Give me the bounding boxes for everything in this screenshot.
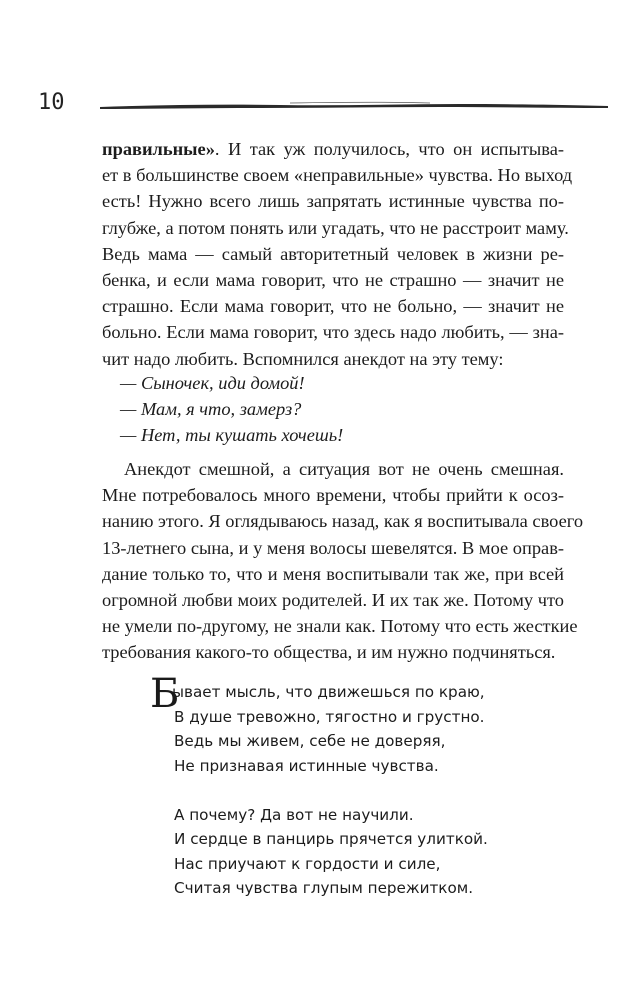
page-header — [38, 90, 608, 116]
poem-line: ывает мысль, что движешься по краю, — [172, 683, 485, 701]
page-number: 10 — [38, 90, 65, 115]
poem-line: В душе тревожно, тягостно и грустно. — [174, 707, 485, 726]
paragraph-2-line-2: Мне потребовалось много времени, чтобы прийти к осоз- — [102, 485, 564, 506]
joke-dialogue — [120, 370, 560, 449]
paragraph-1-line-4: глубже, а потом понять или угадать, что не расстроит маму. — [102, 217, 569, 238]
paragraph-2-line-3: нанию этого. Я оглядываюсь назад, как я воспитывала своего — [102, 511, 584, 532]
paragraph-1-line-2: ет в большинстве своем «неправильные» чувства. Но выход — [102, 165, 573, 186]
paragraph-1-line-8: больно. Если мама говорит, что здесь надо любить, — зна- — [102, 322, 564, 343]
paragraph-1-line-1: правильные». И так уж получилось, что он испытыва- — [102, 139, 564, 159]
paragraph-2-line-8: требования какого-то общества, и им нужно подчиняться. — [102, 642, 556, 663]
poem-line: А почему? Да вот не научили. — [174, 805, 414, 824]
paragraph-2 — [102, 456, 584, 666]
paragraph-1 — [102, 136, 573, 372]
paragraph-1-line-6: бенка, и если мама говорит, что не страшно — значит не — [102, 270, 564, 291]
poem-line: Нас приучают к гордости и силе, — [174, 854, 441, 873]
dialogue-line-3: — Нет, ты кушать хочешь! — [120, 425, 344, 446]
poem-line: Ведь мы живем, себе не доверяя, — [174, 732, 446, 750]
paragraph-2-line-7: не умели по-другому, не знали как. Потому что есть жесткие — [102, 616, 578, 637]
paragraph-2-line-6: огромной любви моих родителей. И их так же. Потому что — [102, 590, 564, 611]
paragraph-1-line-7: страшно. Если мама говорит, что не больно, — значит не — [102, 296, 564, 317]
paragraph-1-line-9: чит надо любить. Вспомнился анекдот на эту тему: — [102, 348, 504, 369]
dialogue-line-1: — Сыночек, иди домой! — [120, 373, 305, 393]
poem-stanza-1 — [150, 680, 550, 778]
dialogue-line-2: — Мам, я что, замерз? — [120, 399, 302, 420]
header-rule — [100, 100, 608, 110]
poem-line: Считая чувства глупым пережитком. — [174, 879, 474, 897]
paragraph-1-line-3: есть! Нужно всего лишь запрятать истинные чувства по- — [102, 191, 564, 212]
paragraph-2-line-4: 13-летнего сына, и у меня волосы шевелятся. В мое оправ- — [102, 537, 564, 558]
poem — [150, 671, 550, 901]
poem-line: И сердце в панцирь прячется улиткой. — [174, 830, 488, 848]
paragraph-2-line-5: дание только то, что и меня воспитывали так же, при всей — [102, 563, 564, 584]
paragraph-2-line-1: Анекдот смешной, а ситуация вот не очень смешная. — [124, 459, 564, 479]
paragraph-1-line-5: Ведь мама — самый авторитетный человек в жизни ре- — [102, 243, 564, 264]
bold-lead-word: правильные» — [102, 139, 215, 159]
poem-stanza-2 — [150, 803, 550, 901]
poem-line: Не признавая истинные чувства. — [174, 756, 439, 775]
drop-cap: Б — [150, 671, 180, 717]
